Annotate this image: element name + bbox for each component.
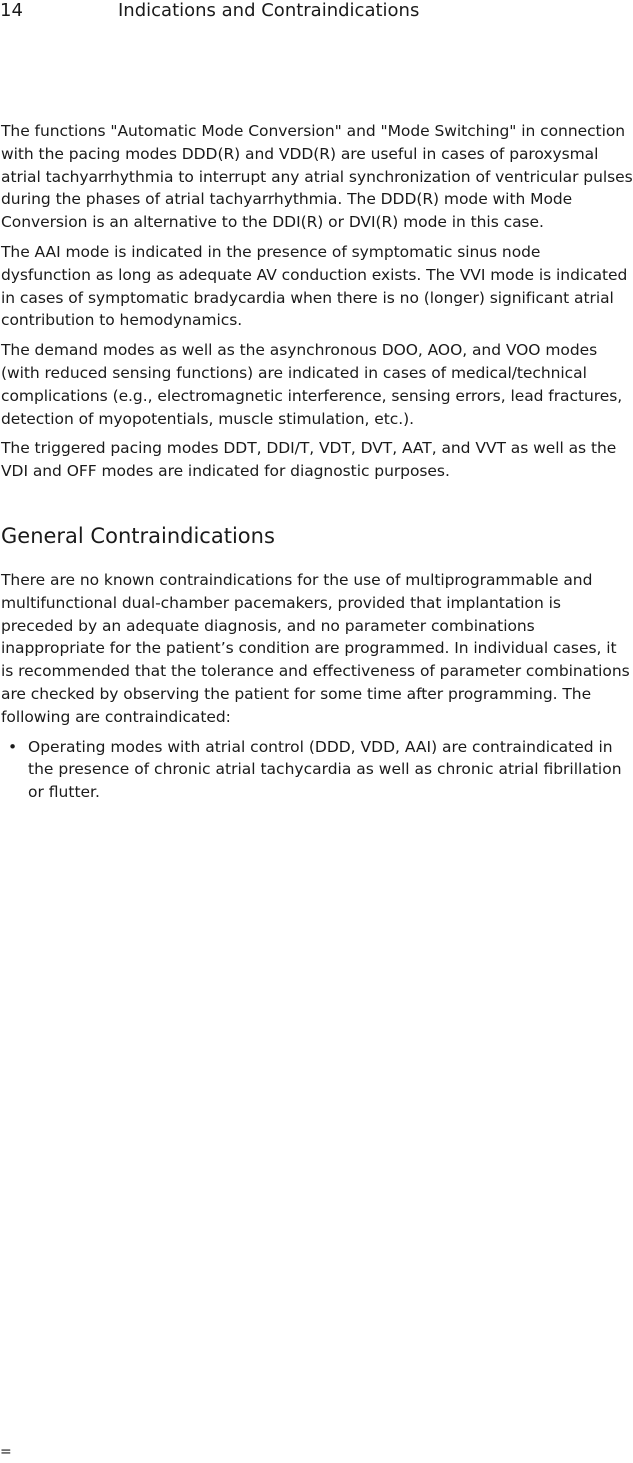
paragraph-mode-conversion: The functions "Automatic Mode Conversion" and "Mode Switching" in connection with the pacing modes DDD(R) and VDD(R) are useful in cases of paroxysmal atrial tachyarrhythmia to interrupt any atrial synchronization of ventricular pulses during the phases of atrial tachyarrhythmia. The DDD(R) mode with Mode Conversion is an alternative to the DDI(R) or DVI(R) mode in this case.: [1, 122, 633, 232]
list-item-text: Operating modes with atrial control (DDD, VDD, AAI) are contraindicated in the presence of chronic atrial tachycardia as well as chronic atrial fibrillation or flutter.: [28, 737, 622, 802]
page-content: [1, 120, 633, 804]
section-heading-general-contraindications: General Contraindications: [1, 523, 275, 548]
page-number: 14: [0, 0, 23, 21]
list-item: [1, 736, 633, 804]
paragraph-demand-modes: The demand modes as well as the asynchronous DOO, AOO, and VOO modes (with reduced sensing functions) are indicated in cases of medical/technical complications (e.g., electromagnetic interference, sensing errors, lead fractures, detection of myopotentials, muscle stimulation, etc.).: [1, 341, 623, 428]
page-header: [0, 0, 633, 22]
footer-mark: =: [0, 1444, 12, 1460]
paragraph-aai-vvi-modes: The AAI mode is indicated in the presence of symptomatic sinus node dysfunction as long as adequate AV conduction exists. The VVI mode is indicated in cases of symptomatic bradycardia when there is no (longer) significant atrial contribution to hemodynamics.: [1, 242, 628, 330]
running-title: Indications and Contraindications: [118, 0, 420, 21]
contraindications-list: [1, 736, 633, 804]
bullet-icon: •: [8, 737, 18, 756]
paragraph-contraindications-intro: There are no known contraindications for the use of multiprogrammable and multifunctional dual-chamber pacemakers, provided that implantation is preceded by an adequate diagnosis, and no parameter combinations inappropriate for the patient’s condition are programmed. In individual cases, it is recommended that the tolerance and effectiveness of parameter combinations are checked by observing the patient for some time after programming. The following are contraindicated:: [1, 570, 630, 726]
paragraph-triggered-modes: The triggered pacing modes DDT, DDI/T, VDT, DVT, AAT, and VVT as well as the VDI and OFF modes are indicated for diagnostic purposes.: [1, 439, 617, 481]
